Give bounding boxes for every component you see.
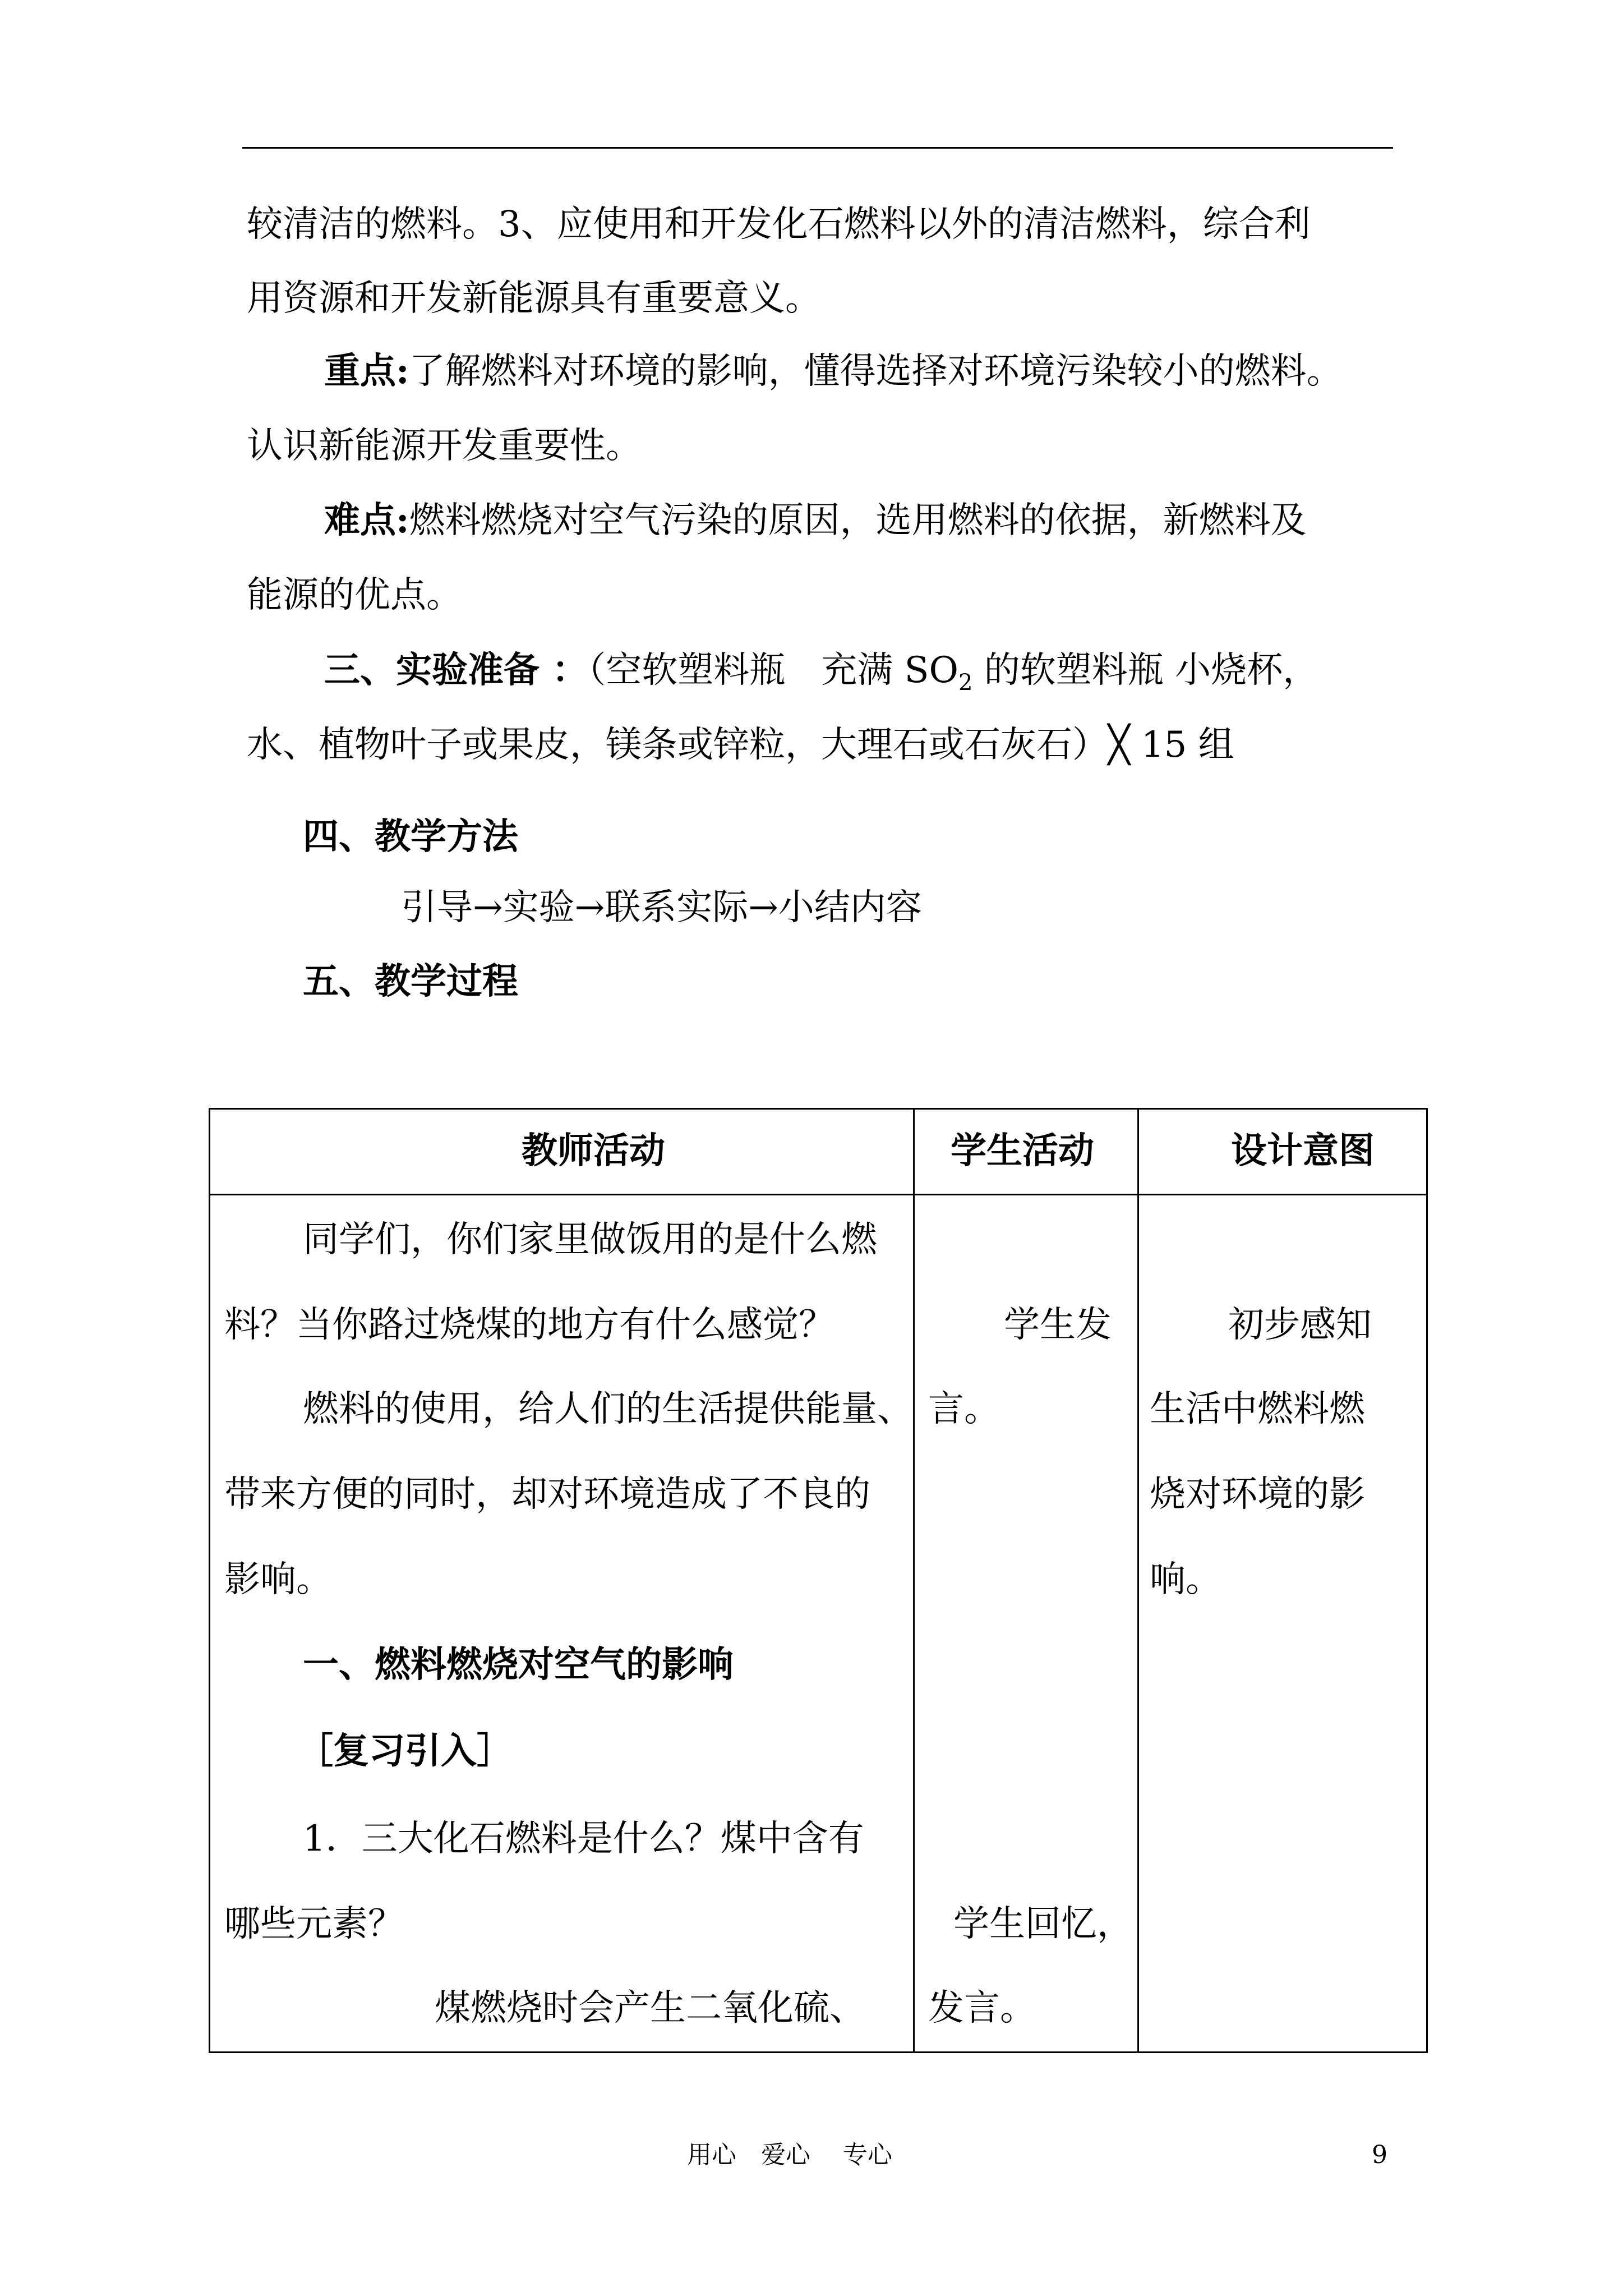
teacher-line: 煤燃烧时会产生二氧化硫、: [435, 1987, 865, 2029]
key-points: [324, 349, 1343, 394]
student-line: 言。: [928, 1388, 1000, 1430]
diff-text: 燃料燃烧对空气污染的原因，选用燃料的依据，新燃料及: [409, 500, 1307, 541]
page-number: 9: [1372, 2141, 1387, 2169]
teacher-line: 料？当你路过烧煤的地方有什么感觉？: [224, 1304, 834, 1346]
header-student: 学生活动: [951, 1130, 1094, 1172]
teacher-line: 影响。: [224, 1559, 332, 1600]
prep-text-b: 的软塑料瓶 小烧杯，: [972, 650, 1319, 691]
table-col-divider-2: [1137, 1108, 1139, 2053]
key-text-line2: 认识新能源开发重要性。: [247, 425, 642, 467]
design-line: 生活中燃料燃: [1150, 1388, 1365, 1430]
method-heading: 四、教学方法: [303, 816, 518, 858]
process-heading: 五、教学过程: [303, 960, 518, 1002]
footer-motto: 用心 爱心 专心: [687, 2141, 892, 2169]
prep-text-a: （空软塑料瓶 充满 SO: [588, 650, 958, 691]
teacher-review-label: ［复习引入］: [297, 1730, 513, 1772]
method-text: 引导→实验→联系实际→小结内容: [401, 887, 922, 928]
para1-line2: 用资源和开发新能源具有重要意义。: [247, 278, 821, 319]
teacher-line: 同学们，你们家里做饭用的是什么燃: [303, 1219, 877, 1260]
table-header-divider: [209, 1194, 1428, 1195]
teacher-line: 1．三大化石燃料是什么？煤中含有: [303, 1818, 864, 1860]
key-label: 重点:: [324, 350, 409, 392]
table-col-divider-1: [913, 1108, 915, 2053]
teacher-line: 燃料的使用，给人们的生活提供能量、: [303, 1388, 913, 1430]
teacher-line: 带来方便的同时，却对环境造成了不良的: [224, 1474, 870, 1515]
prep-line2: 水、植物叶子或果皮，镁条或锌粒，大理石或石灰石）╳ 15 组: [247, 724, 1234, 766]
diff-label: 难点:: [324, 499, 409, 541]
para1-line1: 较清洁的燃料。3、应使用和开发化石燃料以外的清洁燃料，综合利: [247, 204, 1311, 245]
student-line: 发言。: [928, 1987, 1036, 2029]
prep-label: 三、实验准备 ：: [324, 649, 588, 691]
student-line: 学生发: [1004, 1304, 1112, 1346]
design-line: 响。: [1150, 1559, 1221, 1600]
prep-sub: 2: [958, 669, 973, 696]
difficult-points: [324, 498, 1307, 543]
prep-line1: [324, 648, 1319, 696]
design-line: 烧对环境的影: [1150, 1474, 1365, 1515]
header-rule: [242, 147, 1393, 149]
student-line: 学生回忆，: [953, 1903, 1133, 1945]
header-design: 设计意图: [1231, 1130, 1375, 1172]
teacher-line: 哪些元素？: [224, 1903, 404, 1945]
diff-text-line2: 能源的优点。: [247, 574, 462, 616]
header-teacher: 教师活动: [522, 1130, 665, 1172]
teacher-section-heading: 一、燃料燃烧对空气的影响: [303, 1644, 734, 1686]
design-line: 初步感知: [1228, 1304, 1372, 1346]
key-text: 了解燃料对环境的影响，懂得选择对环境污染较小的燃料。: [409, 351, 1343, 392]
